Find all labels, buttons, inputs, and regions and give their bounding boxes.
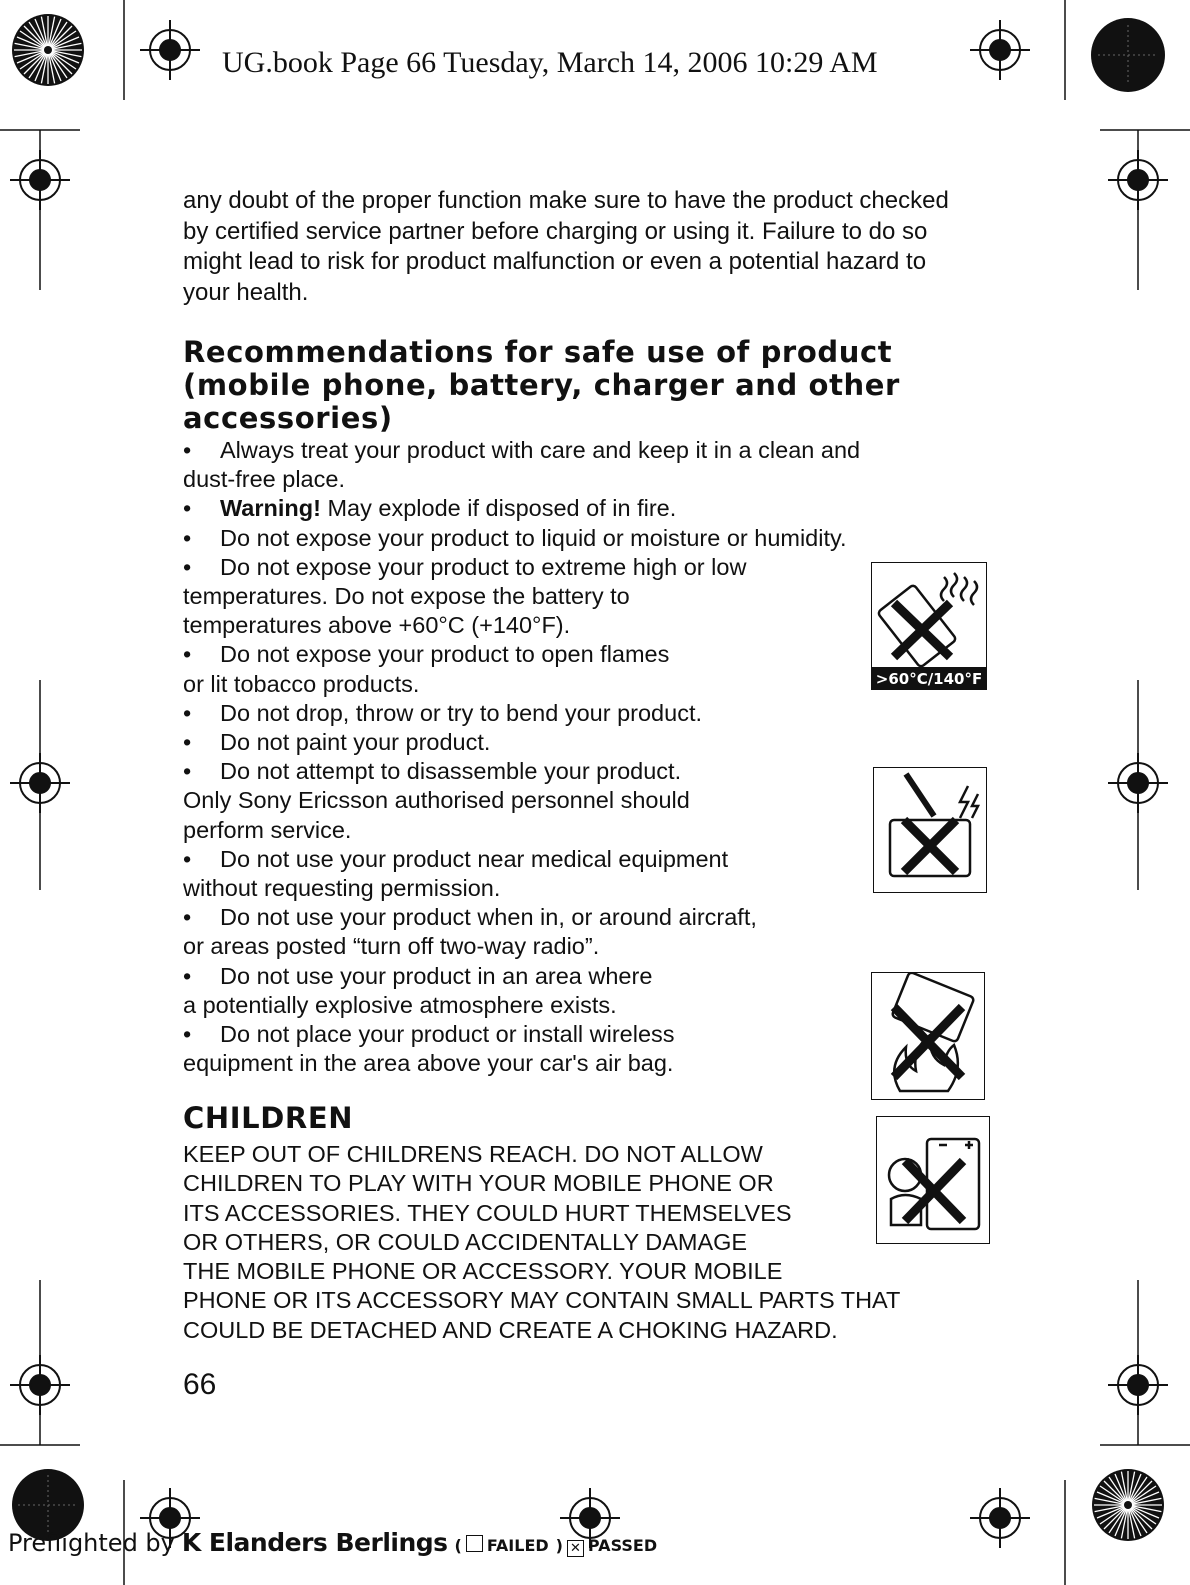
heading-line: accessories) (183, 401, 393, 435)
intro-line: any doubt of the proper function make sure to have the product checked (183, 187, 949, 214)
bullet: • (183, 524, 192, 551)
bullet: • (183, 641, 192, 668)
list-item: • Do not attempt to disassemble your product. (183, 757, 983, 786)
page-number: 66 (183, 1368, 217, 1401)
no-heat-graphic (872, 563, 986, 689)
list-item: • Do not expose your product to open flames (183, 640, 983, 669)
bullet: • (183, 437, 192, 463)
passed-label: PASSED (587, 1536, 658, 1555)
warning-label: Warning! (220, 495, 321, 522)
intro-line: might lead to risk for product malfunction or even a potential hazard to (183, 248, 927, 275)
failed-checkbox (466, 1535, 483, 1552)
children-paragraph (183, 1140, 983, 1345)
preflight-footer (8, 1528, 657, 1558)
brand-logo: K Elanders Berlings (181, 1528, 448, 1557)
bullet: • (183, 904, 192, 931)
heading-line: Recommendations for safe use of product (183, 335, 893, 369)
list-item-continuation: a potentially explosive atmosphere exists. (183, 991, 617, 1018)
open-paren: ( (454, 1536, 462, 1555)
children-line: THE MOBILE PHONE OR ACCESSORY. YOUR MOBILE (183, 1258, 783, 1285)
bullet: • (183, 758, 192, 785)
bullet: • (183, 699, 192, 726)
children-line: KEEP OUT OF CHILDRENS REACH. DO NOT ALLOW (183, 1141, 763, 1167)
list-item: • Do not expose your product to liquid or moisture or humidity. (183, 524, 983, 553)
preflighted-label: Preflighted by (8, 1529, 175, 1557)
list-item-continuation: temperatures above +60°C (+140°F). (183, 612, 571, 639)
list-item: • Do not expose your product to extreme high or low (183, 553, 983, 582)
children-line: OR OTHERS, OR COULD ACCIDENTALLY DAMAGE (183, 1228, 748, 1255)
heading-line: (mobile phone, battery, charger and other (183, 368, 900, 402)
intro-line: by certified service partner before charging or using it. Failure to do so (183, 217, 928, 245)
list-item: • Always treat your product with care and keep it in a clean and (183, 436, 983, 465)
close-paren: ) (555, 1536, 563, 1555)
no-disassemble-graphic (874, 768, 986, 892)
list-item-continuation: without requesting permission. (183, 875, 501, 902)
children-line: ITS ACCESSORIES. THEY COULD HURT THEMSELVES (183, 1199, 792, 1226)
print-header: UG.book Page 66 Tuesday, March 14, 2006 10:29 AM (222, 46, 878, 79)
children-line: CHILDREN TO PLAY WITH YOUR MOBILE PHONE OR (183, 1170, 774, 1197)
recommendations-heading (183, 336, 983, 435)
bullet: • (183, 553, 192, 580)
list-item: • Do not use your product in an area where (183, 962, 983, 991)
no-fire-icon (871, 972, 985, 1100)
list-item-continuation: perform service. (183, 816, 352, 843)
bullet: • (183, 845, 192, 872)
list-item: • Do not use your product when in, or around aircraft, (183, 903, 983, 932)
failed-label: FAILED (486, 1536, 549, 1555)
bullet: • (183, 1021, 192, 1048)
list-item-continuation: equipment in the area above your car's air bag. (183, 1050, 674, 1077)
list-item-continuation: or lit tobacco products. (183, 670, 420, 697)
list-item: • Do not drop, throw or try to bend your product. (183, 699, 983, 728)
list-item: • Do not paint your product. (183, 728, 983, 757)
safety-list (183, 436, 983, 1078)
list-item: • Do not place your product or install wireless (183, 1020, 983, 1049)
passed-checkbox: ✕ (567, 1540, 584, 1557)
list-item-continuation: or areas posted “turn off two-way radio”. (183, 933, 600, 960)
temperature-caption: >60°C/140°F (875, 670, 983, 688)
children-line: PHONE OR ITS ACCESSORY MAY CONTAIN SMALL PARTS THAT (183, 1287, 901, 1314)
intro-paragraph (183, 186, 993, 308)
bullet: • (183, 729, 192, 756)
list-item-continuation: Only Sony Ericsson authorised personnel should (183, 787, 690, 814)
intro-line: your health. (183, 278, 309, 306)
bullet: • (183, 962, 192, 989)
list-item: • Do not use your product near medical equipment (183, 845, 983, 874)
list-item-continuation: dust-free place. (183, 466, 345, 493)
list-item: • Warning! May explode if disposed of in fire. (183, 494, 983, 523)
no-disassemble-icon (873, 767, 987, 893)
no-heat-icon (871, 562, 987, 690)
no-fire-graphic (872, 973, 984, 1099)
children-line: COULD BE DETACHED AND CREATE A CHOKING HAZARD. (183, 1316, 838, 1343)
children-heading: CHILDREN (183, 1101, 354, 1135)
bullet: • (183, 495, 192, 522)
list-item-continuation: temperatures. Do not expose the battery to (183, 583, 630, 610)
